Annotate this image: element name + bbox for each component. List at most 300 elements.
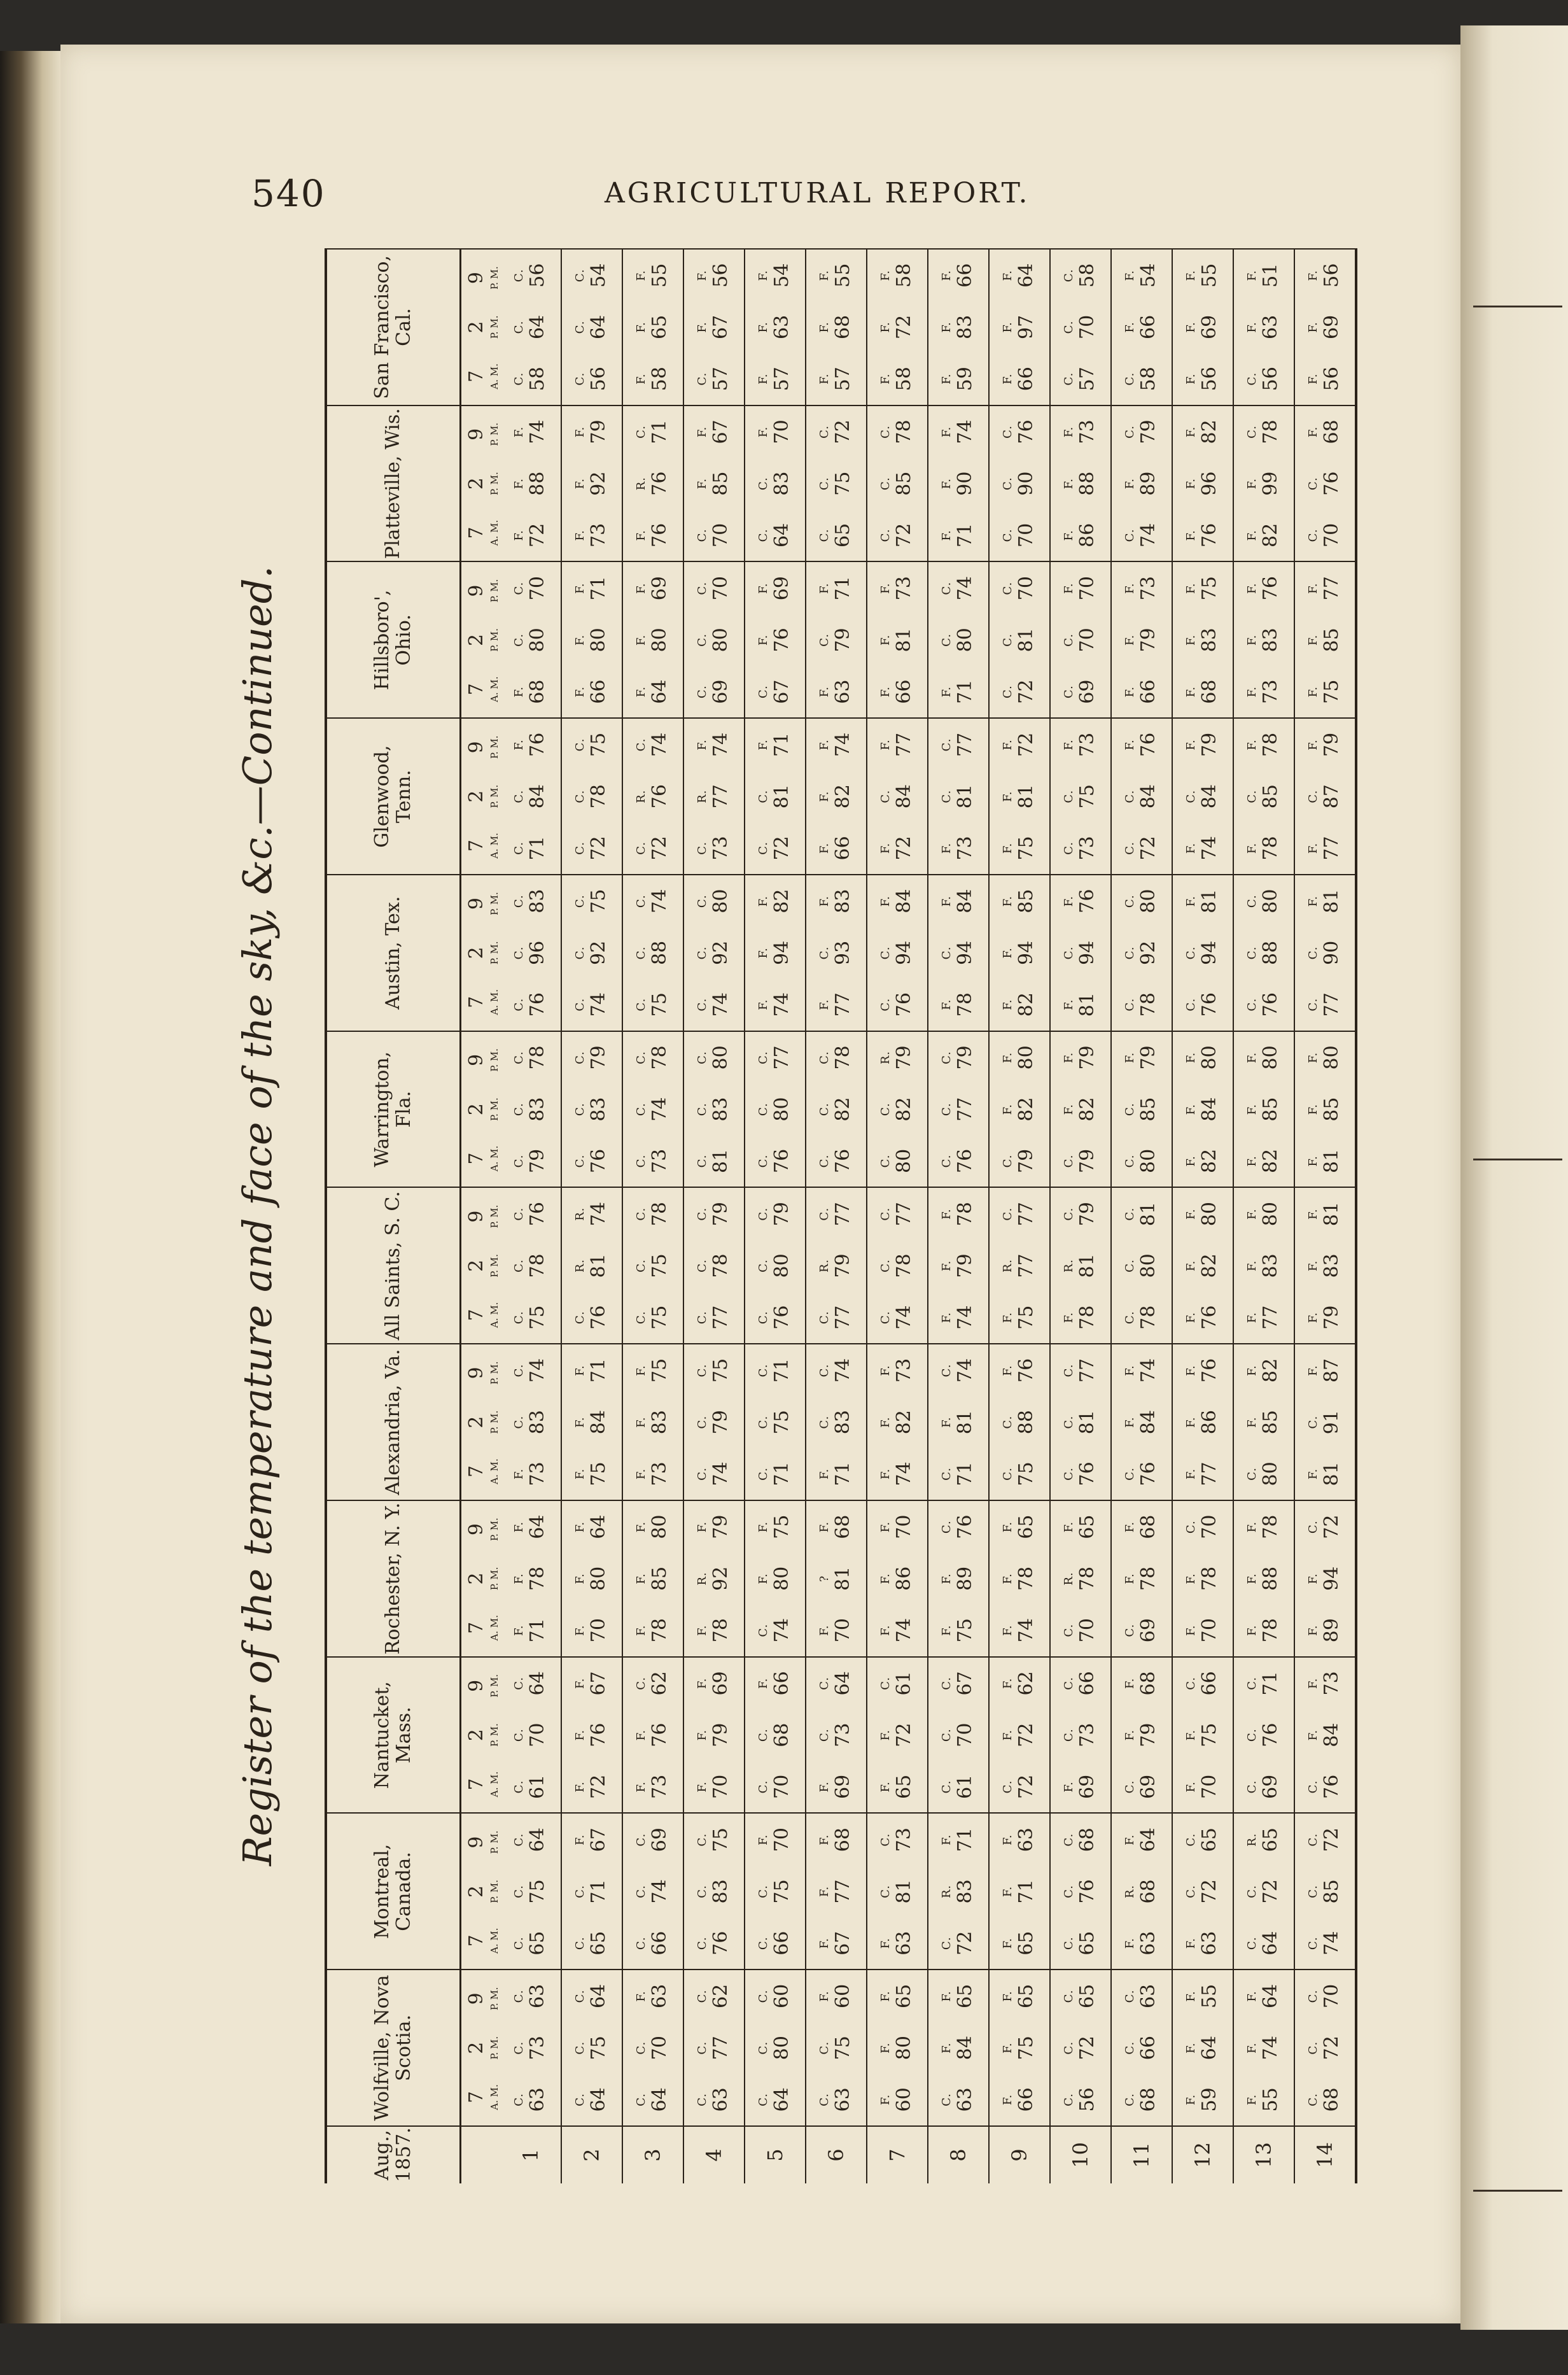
sky-code: F. (512, 686, 526, 698)
sky-code: C. (1001, 477, 1014, 491)
sky-code: C. (1306, 1833, 1320, 1847)
hours-cell (461, 1500, 489, 1657)
observation (879, 980, 916, 1029)
temperature-value: 66 (1015, 367, 1037, 391)
temperature-value: 80 (710, 889, 732, 913)
observation (818, 302, 855, 352)
sky-code: F. (1184, 739, 1198, 751)
sky-code: C. (818, 1364, 831, 1378)
observation (1123, 2023, 1160, 2073)
observation (573, 1554, 610, 1603)
observation (1001, 1032, 1038, 1082)
temperature-value: 79 (587, 1045, 610, 1070)
temperature-value: 68 (1320, 2087, 1343, 2112)
sky-code: C. (696, 1103, 709, 1117)
temperature-value: 68 (1076, 1828, 1098, 1852)
station-cell (1050, 1500, 1111, 1657)
station-cell (1050, 875, 1111, 1031)
temperature-value: 70 (526, 576, 549, 601)
observation (696, 1085, 732, 1134)
station-cell (928, 1031, 989, 1188)
sky-code: C. (818, 946, 831, 960)
observation (512, 928, 549, 978)
ampm-label: P. M. (489, 579, 500, 603)
sky-code: F. (634, 1624, 648, 1636)
sky-code: F. (1062, 1052, 1075, 1064)
sky-code: C. (634, 841, 648, 855)
observation (1306, 407, 1343, 456)
observation (696, 563, 732, 613)
station-cell (1233, 1970, 1294, 2126)
observation (1245, 877, 1282, 926)
temperature-value: 76 (1076, 1879, 1098, 1904)
sky-code: C. (1062, 1207, 1075, 1221)
observation (1184, 1346, 1221, 1395)
observation (818, 511, 855, 560)
station-cell (1172, 1188, 1233, 1344)
observation (573, 1189, 610, 1239)
sky-code: F. (1245, 1052, 1259, 1064)
temperature-value: 70 (954, 1723, 976, 1747)
sky-code: C. (1184, 1676, 1198, 1690)
temperature-value: 64 (526, 1671, 549, 1696)
observation (1123, 1346, 1160, 1395)
temperature-value: 79 (893, 1045, 915, 1070)
sky-code: C. (696, 2041, 709, 2055)
temperature-value: 63 (1259, 314, 1282, 339)
temperature-value: 68 (1137, 1514, 1159, 1539)
temperature-value: 70 (648, 2036, 671, 2061)
sky-code: F. (940, 373, 953, 384)
observation (940, 563, 977, 613)
hour-label: 7 (465, 1778, 487, 1791)
observation (1306, 1449, 1343, 1498)
sky-code: C. (757, 1258, 770, 1272)
temperature-value: 81 (893, 628, 915, 652)
observation (696, 1554, 732, 1603)
observation (1001, 772, 1038, 821)
sky-code: C. (1245, 894, 1259, 908)
sky-code: C. (1123, 1207, 1137, 1221)
sky-code: F. (1245, 686, 1259, 698)
station-cell (683, 562, 745, 719)
temperature-value: 80 (710, 628, 732, 652)
observation (1306, 1085, 1343, 1134)
temperature-value: 77 (1320, 992, 1343, 1017)
temperature-value: 77 (832, 992, 854, 1017)
temperature-value: 62 (710, 1984, 732, 2008)
temperature-value: 79 (1320, 732, 1343, 757)
sky-code: ? (818, 1575, 831, 1582)
sky-code: F. (940, 842, 953, 854)
temperature-value: 88 (1015, 1410, 1037, 1435)
day-number: 3 (622, 2126, 683, 2183)
temperature-value: 85 (1320, 1097, 1343, 1122)
temperature-value: 79 (832, 1253, 854, 1278)
observation (1001, 1136, 1038, 1186)
observation (696, 1710, 732, 1760)
hours-cell (461, 1814, 489, 1970)
temperature-value: 72 (1015, 1723, 1037, 1747)
sky-code: C. (1123, 1623, 1137, 1637)
temperature-value: 83 (1259, 628, 1282, 652)
sky-code: C. (1123, 946, 1137, 960)
sky-code: C. (512, 1103, 526, 1117)
observation (940, 1136, 977, 1186)
observation (818, 1502, 855, 1552)
observation (879, 1293, 916, 1343)
sky-code: F. (696, 1624, 709, 1636)
sky-code: C. (757, 1936, 770, 1950)
observation (879, 407, 916, 456)
sky-code: C. (1001, 1154, 1014, 1168)
temperature-value: 88 (648, 940, 671, 965)
station-cell (1050, 405, 1111, 562)
observation (1062, 1032, 1099, 1082)
temperature-value: 68 (1137, 1879, 1159, 1904)
observation (757, 511, 794, 560)
sky-code: F. (1001, 1052, 1014, 1064)
station-cell (501, 1188, 561, 1344)
temperature-value: 81 (954, 1410, 976, 1435)
sky-code: C. (512, 1884, 526, 1898)
sky-code: C. (1184, 1520, 1198, 1534)
temperature-value: 63 (832, 679, 854, 704)
observation (1184, 302, 1221, 352)
temperature-value: 77 (710, 1305, 732, 1330)
observation (634, 1866, 671, 1916)
sky-code: F. (634, 1573, 648, 1584)
day-number: 4 (683, 2126, 745, 2183)
sky-code: C. (512, 269, 526, 283)
sky-code: C. (1306, 1520, 1320, 1534)
observation (1184, 1971, 1221, 2021)
sky-code: F. (818, 1468, 831, 1480)
temperature-value: 76 (587, 1148, 610, 1173)
temperature-value: 66 (648, 1931, 671, 1956)
station-cell (561, 718, 622, 875)
temperature-value: 89 (954, 1566, 976, 1591)
observation (1062, 615, 1099, 665)
sky-code: F. (1245, 477, 1259, 490)
sky-code: R. (818, 1258, 831, 1273)
sky-code: R. (634, 789, 648, 803)
sky-code: C. (634, 997, 648, 1011)
sky-code: C. (940, 1936, 953, 1950)
sky-code: C. (818, 1311, 831, 1325)
temperature-value: 75 (710, 1358, 732, 1383)
sky-code: F. (696, 1521, 709, 1533)
temperature-value: 74 (1137, 523, 1159, 547)
sky-code: F. (1123, 1521, 1137, 1533)
observation (818, 354, 855, 404)
sky-code: F. (757, 1677, 770, 1689)
date-header: Aug., 1857. (326, 2126, 461, 2183)
sky-code: F. (1184, 477, 1198, 490)
ampm-label: P. M. (489, 784, 500, 808)
ampm-label: P. M. (489, 1723, 500, 1747)
station-name: Montreal, Canada. (371, 1843, 415, 1940)
observation (1062, 1866, 1099, 1916)
observation (696, 1136, 732, 1186)
ampm-cell (488, 1814, 501, 1970)
temperature-value: 58 (893, 263, 915, 288)
temperature-value: 77 (1198, 1462, 1221, 1486)
sky-code: F. (634, 1781, 648, 1793)
temperature-value: 81 (1076, 1253, 1098, 1278)
ampm-label: P. M. (489, 735, 500, 759)
observation (1001, 1554, 1038, 1603)
observation (1245, 1293, 1282, 1343)
observation (634, 1346, 671, 1395)
sky-code: C. (1245, 946, 1259, 960)
observation (512, 1189, 549, 1239)
temperature-value: 76 (954, 1148, 976, 1173)
observation (634, 1189, 671, 1239)
station-cell (1111, 562, 1172, 719)
sky-code: C. (1123, 894, 1137, 908)
temperature-value: 94 (771, 940, 793, 965)
observation (1184, 667, 1221, 717)
temperature-value: 81 (771, 784, 793, 809)
sky-code: C. (757, 1364, 770, 1378)
sky-code: C. (696, 946, 709, 960)
temperature-value: 79 (954, 1253, 976, 1278)
temperature-value: 83 (526, 889, 549, 913)
sky-code: C. (696, 2092, 709, 2106)
sky-code: F. (940, 269, 953, 281)
sky-code: C. (757, 1728, 770, 1742)
hour-label: 9 (465, 1367, 487, 1379)
observation (1184, 1136, 1221, 1186)
observation (1245, 1032, 1282, 1082)
temperature-value: 80 (1137, 889, 1159, 913)
observation (1245, 354, 1282, 404)
observation (818, 772, 855, 821)
temperature-value: 68 (832, 1828, 854, 1852)
sky-code: C. (573, 1154, 587, 1168)
observation (512, 720, 549, 770)
sky-code: F. (512, 1573, 526, 1584)
sky-code: C. (1062, 1989, 1075, 2003)
sky-code: C. (940, 1154, 953, 1168)
table-row (1111, 249, 1172, 2183)
temperature-value: 84 (1137, 784, 1159, 809)
observation (757, 1136, 794, 1186)
observation (696, 1866, 732, 1916)
observation (818, 459, 855, 509)
sky-code: F. (1245, 530, 1259, 541)
sky-code: F. (573, 1365, 587, 1376)
temperature-value: 69 (1137, 1774, 1159, 1799)
observation (634, 1554, 671, 1603)
hour-label: 2 (465, 1259, 487, 1272)
sky-code: C. (1062, 1467, 1075, 1481)
sky-code: F. (940, 895, 953, 907)
temperature-value: 65 (954, 1984, 976, 2008)
sky-code: C. (879, 946, 892, 960)
table-title: Register of the temperature and face of the sky, &c.—Continued. (234, 565, 281, 1866)
sky-code: F. (1184, 2094, 1198, 2106)
temperature-value: 78 (1198, 1566, 1221, 1591)
temperature-value: 57 (710, 367, 732, 391)
temperature-value: 71 (526, 1618, 549, 1643)
observation (818, 823, 855, 873)
sky-code: F. (818, 739, 831, 751)
hour-label: 7 (465, 1621, 487, 1634)
observation (1184, 823, 1221, 873)
observation (512, 823, 549, 873)
temperature-value: 82 (832, 1097, 854, 1122)
temperature-value: 63 (771, 314, 793, 339)
temperature-value: 73 (1076, 1723, 1098, 1747)
station-cell (867, 1657, 928, 1814)
observation (1306, 720, 1343, 770)
temperature-value: 82 (1198, 1253, 1221, 1278)
sky-code: F. (757, 582, 770, 594)
hours-cell (461, 1031, 489, 1188)
temperature-value: 61 (526, 1774, 549, 1799)
observation (757, 1815, 794, 1864)
sky-code: C. (512, 1728, 526, 1742)
sky-code: F. (1184, 1573, 1198, 1584)
day-number: 13 (1233, 2126, 1294, 2183)
observation (634, 1032, 671, 1082)
temperature-value: 86 (1198, 1410, 1221, 1435)
temperature-value: 64 (587, 2087, 610, 2112)
sky-code: F. (1306, 269, 1320, 281)
observation (696, 877, 732, 926)
temperature-value: 94 (954, 940, 976, 965)
observation (1123, 1762, 1160, 1812)
sky-code: F. (940, 1834, 953, 1845)
observation (512, 1032, 549, 1082)
station-cell (928, 562, 989, 719)
observation (1123, 563, 1160, 613)
temperature-value: 63 (1015, 1828, 1037, 1852)
temperature-value: 79 (1137, 1723, 1159, 1747)
sky-code: C. (757, 1103, 770, 1117)
sky-code: F. (1123, 1365, 1137, 1376)
observation (634, 877, 671, 926)
hour-label: 2 (465, 2041, 487, 2054)
observation (757, 1085, 794, 1134)
sky-code: C. (1184, 946, 1198, 960)
observation (573, 1241, 610, 1290)
sky-code: C. (1184, 1884, 1198, 1898)
observation (757, 2023, 794, 2073)
temperature-value: 81 (587, 1253, 610, 1278)
sky-code: C. (1062, 1154, 1075, 1168)
sky-code: F. (1123, 739, 1137, 751)
ampm-cell (488, 1500, 501, 1657)
observation (512, 2075, 549, 2124)
temperature-value: 63 (526, 1984, 549, 2008)
ampm-label: A. M. (489, 676, 500, 702)
sky-code: C. (512, 1676, 526, 1690)
observation (512, 2023, 549, 2073)
temperature-value: 72 (648, 836, 671, 861)
observation (879, 354, 916, 404)
sky-code: F. (1306, 739, 1320, 751)
sky-code: F. (1245, 1365, 1259, 1376)
observation (573, 615, 610, 665)
sky-code: F. (1184, 1311, 1198, 1323)
temperature-value: 84 (1198, 784, 1221, 809)
observation (757, 667, 794, 717)
sky-code: C. (696, 1833, 709, 1847)
temperature-value: 75 (954, 1618, 976, 1643)
station-cell (1294, 1031, 1356, 1188)
observation (818, 1189, 855, 1239)
observation (757, 1293, 794, 1343)
observation (1184, 1866, 1221, 1916)
sky-code: F. (940, 2042, 953, 2054)
temperature-value: 73 (526, 1462, 549, 1486)
sky-code: C. (1245, 1780, 1259, 1794)
sky-code: C. (818, 528, 831, 542)
observation (1245, 667, 1282, 717)
observation (696, 1658, 732, 1708)
temperature-value: 84 (1198, 1097, 1221, 1122)
temperature-value: 64 (771, 2087, 793, 2112)
sky-code: C. (1245, 789, 1259, 803)
sky-code: F. (1001, 373, 1014, 384)
temperature-value: 81 (1015, 784, 1037, 809)
sky-code: F. (757, 1573, 770, 1584)
observation (1245, 1919, 1282, 1968)
observation (634, 2023, 671, 2073)
temperature-value: 56 (526, 263, 549, 288)
sky-code: C. (818, 633, 831, 647)
station-cell (928, 1500, 989, 1657)
observation (1306, 772, 1343, 821)
observation (1306, 877, 1343, 926)
temperature-value: 56 (1259, 367, 1282, 391)
sky-code: F. (757, 269, 770, 281)
temperature-value: 54 (771, 263, 793, 288)
sky-code: R. (1062, 1572, 1075, 1586)
observation (940, 877, 977, 926)
sky-code: C. (696, 633, 709, 647)
temperature-value: 75 (1198, 576, 1221, 601)
observation (1062, 980, 1099, 1029)
sky-code: F. (1184, 373, 1198, 384)
sky-code: R. (634, 476, 648, 491)
temperature-value: 77 (710, 2036, 732, 2061)
observation (696, 980, 732, 1029)
observation (634, 354, 671, 404)
observation (1062, 2023, 1099, 2073)
observation (1062, 1919, 1099, 1968)
day-number: 5 (745, 2126, 806, 2183)
sky-code: C. (1123, 1989, 1137, 2003)
temperature-value: 82 (832, 784, 854, 809)
station-cell (806, 249, 867, 405)
observation (940, 1815, 977, 1864)
sky-code: C. (1001, 1207, 1014, 1221)
observation (1001, 1866, 1038, 1916)
temperature-value: 82 (893, 1097, 915, 1122)
observation (1306, 1658, 1343, 1708)
sky-code: F. (818, 373, 831, 384)
observation (1062, 667, 1099, 717)
sky-code: C. (879, 1311, 892, 1325)
temperature-value: 74 (1198, 836, 1221, 861)
temperature-value: 76 (1137, 1462, 1159, 1486)
sky-code: C. (879, 1207, 892, 1221)
observation (879, 772, 916, 821)
